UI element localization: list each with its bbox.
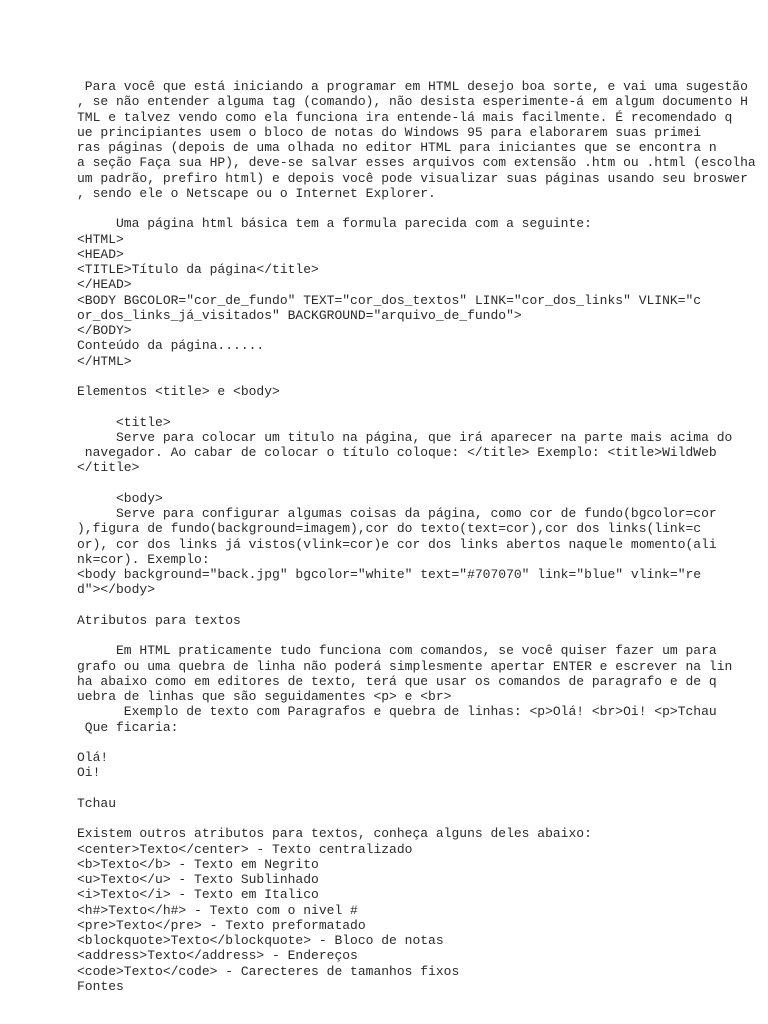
text-line: Exemplo de texto com Paragrafos e quebra de linhas: <p>Olá! <br>Oi! <p>Tchau [77,704,717,720]
text-line: <TITLE>Título da página</title> [77,262,319,277]
text-line: TML e talvez vendo como ela funciona ira entende-lá mais facilmente. É recomendado q [77,109,733,125]
text-line: <code>Texto</code> - Carecteres de tamanhos fixos [77,963,460,979]
text-line: <title> [77,414,171,430]
text-line: Uma página html básica tem a formula parecida com a seguinte: [77,216,592,232]
text-line: </BODY> [77,323,132,338]
text-line: <b>Texto</b> - Texto em Negrito [77,856,319,872]
text-line [77,811,757,826]
text-line [77,369,757,384]
text-line: ha abaixo como em editores de texto, terá que usar os comandos de paragrafo e de q [77,673,717,689]
text-line [77,628,757,643]
text-line: Serve para colocar um titulo na página, que irá aparecer na parte mais acima do [77,429,733,445]
text-line: ras páginas (depois de uma olhada no editor HTML para iniciantes que se encontra n [77,140,717,155]
text-line [77,476,757,491]
text-line: <center>Texto</center> - Texto centralizado [77,841,413,857]
text-line: Para você que está iniciando a programar em HTML desejo boa sorte, e vai uma sugestão [77,79,748,94]
text-line: Existem outros atributos para textos, conheça alguns deles abaixo: [77,826,592,842]
text-line: <i>Texto</i> - Texto em Italico [77,887,319,903]
text-line: uebra de linhas que são seguidamentes <p> e <br> [77,689,452,704]
text-line: Oi! [77,765,101,781]
text-line [77,781,757,796]
text-line: , se não entender alguma tag (comando), não desista esperimente-á em algum documento H [77,94,748,110]
text-line [77,201,757,216]
text-line: Fontes [77,978,124,994]
text-line: <pre>Texto</pre> - Texto preformatado [77,917,366,933]
text-line: ue principiantes usem o bloco de notas do Windows 95 para elaborarem suas primei [77,124,702,140]
text-line: d"></body> [77,582,156,598]
text-line: <body> [77,490,163,506]
text-line: Que ficaria: [77,719,179,735]
text-line: Atributos para textos [77,612,241,628]
text-line: Olá! [77,750,109,765]
text-line: <HTML> [77,231,124,247]
text-line: , sendo ele o Netscape ou o Internet Explorer. [77,185,436,201]
text-line: <blockquote>Texto</blockquote> - Bloco de notas [77,933,444,948]
document-body [77,79,757,994]
text-line: ),figura de fundo(background=imagem),cor do texto(text=cor),cor dos links(link=c [77,521,702,537]
text-line: </title> [77,460,140,476]
text-line: or), cor dos links já vistos(vlink=cor)e cor dos links abertos naquele momento(ali [77,536,717,552]
text-line: Tchau [77,795,117,811]
text-line: <BODY BGCOLOR="cor_de_fundo" TEXT="cor_dos_textos" LINK="cor_dos_links" VLINK="c [77,292,702,308]
text-line: Serve para configurar algumas coisas da página, como cor de fundo(bgcolor=cor [77,506,717,521]
text-line: navegador. Ao cabar de colocar o título coloque: </title> Exemplo: <title>WildWeb [77,445,717,460]
text-line: nk=cor). Exemplo: [77,551,210,567]
text-line: <address>Texto</address> - Endereços [77,948,358,964]
text-line: Em HTML praticamente tudo funciona com comandos, se você quiser fazer um para [77,643,717,659]
text-line [77,598,757,613]
text-line: grafo ou uma quebra de linha não poderá simplesmente apertar ENTER e escrever na lin [77,658,733,674]
text-line: Elementos <title> e <body> [77,384,280,399]
text-line: </HEAD> [77,277,132,293]
text-line: <body background="back.jpg" bgcolor="white" text="#707070" link="blue" vlink="re [77,567,702,582]
text-line: um padrão, prefiro html) e depois você pode visualizar suas páginas usando seu broswer [77,170,748,186]
text-line: <h#>Texto</h#> - Texto com o nivel # [77,902,358,918]
text-line: Conteúdo da página...... [77,338,265,354]
text-line: </HTML> [77,353,132,369]
text-line: <u>Texto</u> - Texto Sublinhado [77,872,319,887]
text-line: or_dos_links_já_visitados" BACKGROUND="arquivo_de_fundo"> [77,307,522,323]
text-line: <HEAD> [77,246,124,262]
text-line [77,399,757,414]
text-line: a seção Faça sua HP), deve-se salvar esses arquivos com extensão .htm ou .html (escolha [77,155,756,171]
text-line [77,735,757,750]
